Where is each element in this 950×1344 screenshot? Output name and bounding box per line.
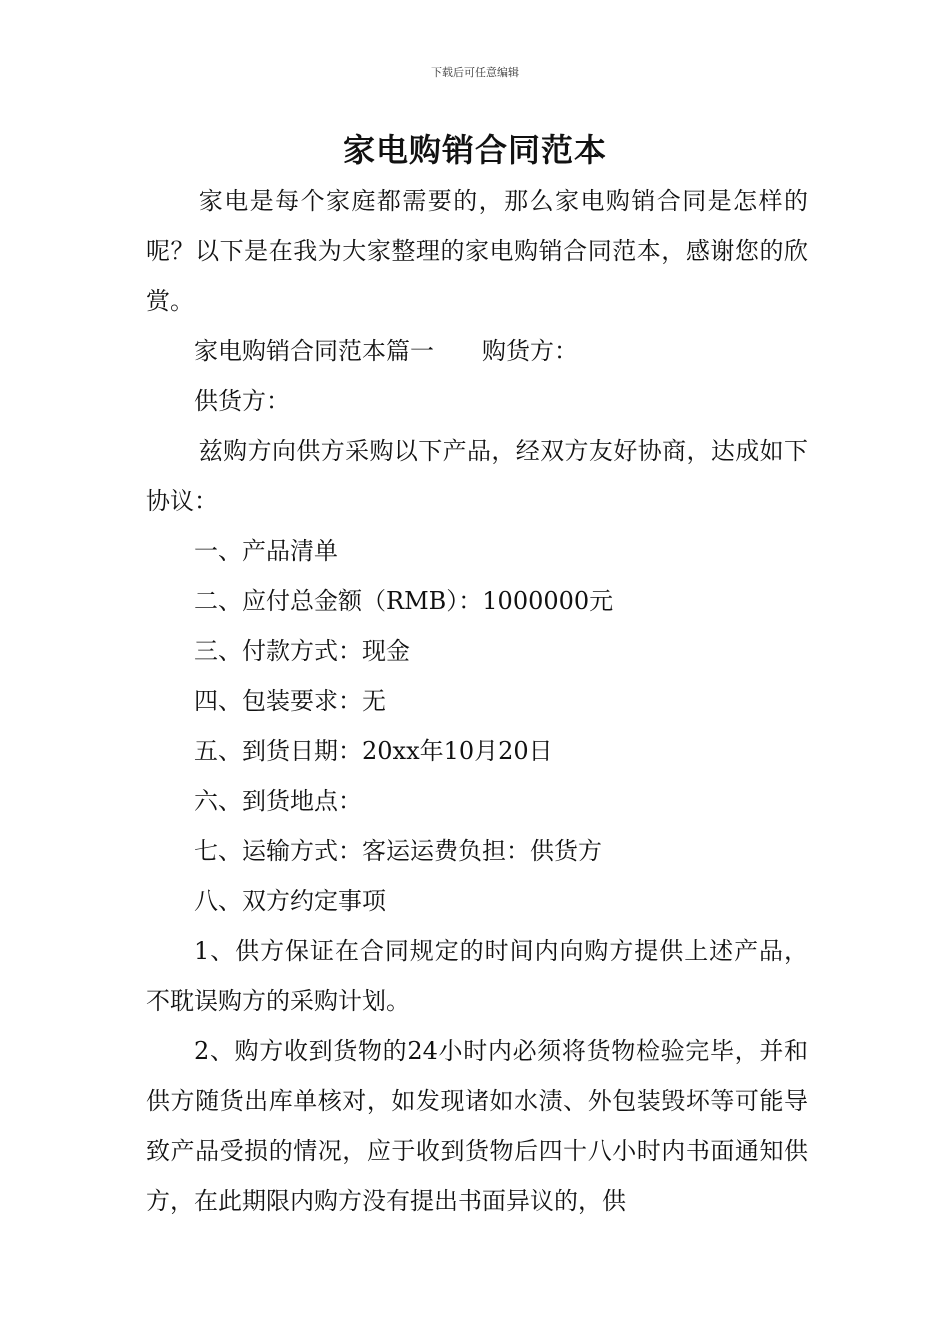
clause-3: 三、付款方式：现金 [194, 637, 410, 665]
term-2: 2、购方收到货物的24小时内必须将货物检验完毕，并和供方随货出库单核对，如发现诸如水渍、外包装毁坏等可能导致产品受损的情况，应于收到货物后四十八小时内书面通知供方，在此期限内购方没有提出书面异议的，供 [146, 1037, 808, 1215]
clause-1: 一、产品清单 [194, 537, 338, 565]
term-1: 1、供方保证在合同规定的时间内向购方提供上述产品，不耽误购方的采购计划。 [146, 937, 808, 1015]
clause-7: 七、运输方式：客运运费负担：供货方 [194, 837, 602, 865]
clause-2: 二、应付总金额（RMB）：1000000元 [194, 587, 614, 615]
clause-4: 四、包装要求：无 [194, 687, 386, 715]
buyer-label: 购货方： [482, 337, 578, 365]
agreement-paragraph: 兹购方向供方采购以下产品，经双方友好协商，达成如下协议： [146, 437, 808, 515]
clause-5: 五、到货日期：20xx年10月20日 [194, 737, 553, 765]
supplier-line: 供货方： [194, 387, 290, 415]
section-heading: 家电购销合同范本篇一 [194, 337, 434, 365]
section-heading-line [146, 326, 808, 376]
clause-6: 六、到货地点： [194, 787, 362, 815]
intro-paragraph: 家电是每个家庭都需要的，那么家电购销合同是怎样的呢？以下是在我为大家整理的家电购销合同范本，感谢您的欣赏。 [146, 187, 808, 315]
document-title: 家电购销合同范本 [342, 131, 607, 169]
document-body [146, 176, 808, 1226]
header-note: 下载后可任意编辑 [431, 66, 519, 79]
clause-8: 八、双方约定事项 [194, 887, 386, 915]
